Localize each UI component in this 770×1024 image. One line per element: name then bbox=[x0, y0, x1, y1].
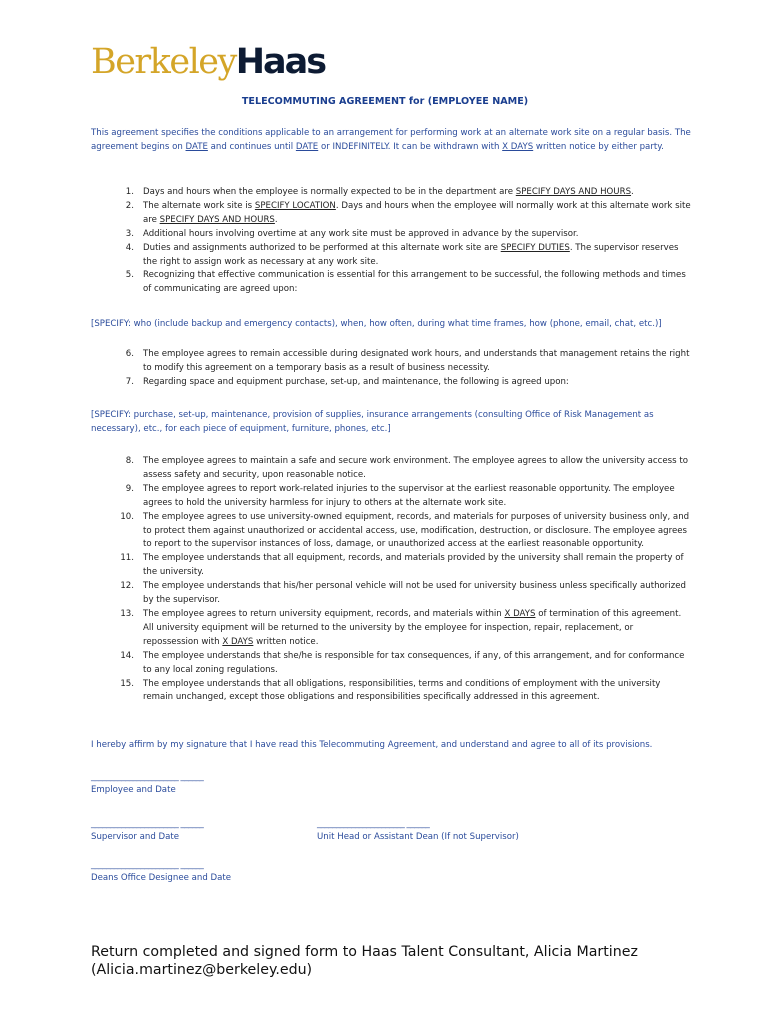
list-item: 6. The employee agrees to remain accessible during designated work hours, and understands that management retains the right to modify this agreement on a temporary basis as a result of business necessity. bbox=[125, 349, 690, 373]
employee-signature-label: Employee and Date bbox=[91, 785, 176, 795]
list-item: 11. The employee understands that all equipment, records, and materials provided by the university shall remain the property of the university. bbox=[120, 553, 684, 578]
list-item: 5. Recognizing that effective communication is essential for this arrangement to be successful, the following methods and times of communicating are agreed upon: bbox=[125, 270, 686, 295]
berkeley-haas-logo bbox=[91, 40, 325, 84]
document-title: TELECOMMUTING AGREEMENT for (EMPLOYEE NAME) bbox=[241, 96, 529, 107]
list-item: 12. The employee understands that his/her personal vehicle will not be used for university business unless specifically authorized by the supervisor. bbox=[120, 581, 686, 606]
unit-head-signature-line: _______________________ ______ bbox=[317, 819, 430, 829]
supervisor-signature-line: _______________________ ______ bbox=[91, 819, 204, 829]
specify-communication: [SPECIFY: who (include backup and emergency contacts), when, how often, during what time frames, how (phone, email, chat, etc.)] bbox=[91, 319, 662, 329]
end-date: DATE bbox=[295, 142, 319, 153]
list-item: 1. Days and hours when the employee is normally expected to be in the department are SPECIFY DAYS AND HOURS. bbox=[125, 187, 634, 197]
list-item: 9. The employee agrees to report work-related injuries to the supervisor at the earliest reasonable opportunity. The employee agrees to hold the university harmless for injury to others at the alternate work site. bbox=[125, 483, 675, 508]
employee-signature-line: _______________________ ______ bbox=[91, 772, 204, 782]
list-item: 7. Regarding space and equipment purchase, set-up, and maintenance, the following is agreed upon: bbox=[125, 376, 569, 387]
return-instructions: Return completed and signed form to Haas Talent Consultant, Alicia Martinez (Alicia.martinez@berkeley.edu) bbox=[91, 944, 638, 978]
list-item: 8. The employee agrees to maintain a safe and secure work environment. The employee agrees to allow the university access to assess safety and security, upon reasonable notice. bbox=[125, 456, 688, 480]
list-item: 4. Duties and assignments authorized to be performed at this alternate work site are SPECIFY DUTIES. The supervisor reserves the right to assign work as necessary at any work site. bbox=[125, 242, 679, 267]
list-item: 2. The alternate work site is SPECIFY LOCATION. Days and hours when the employee will normally work at this alternate work site are SPECIFY DAYS AND HOURS. bbox=[125, 200, 691, 225]
list-item: 3. Additional hours involving overtime at any work site must be approved in advance by the supervisor. bbox=[125, 228, 579, 239]
unit-head-signature-label: Unit Head or Assistant Dean (If not Supervisor) bbox=[317, 832, 519, 842]
affirmation-statement: I hereby affirm by my signature that I have read this Telecommuting Agreement, and understand and agree to all of its provisions. bbox=[91, 740, 653, 750]
logo-haas: Haas bbox=[235, 42, 326, 82]
intro-paragraph: This agreement specifies the conditions applicable to an arrangement for performing work at an alternate work site on a regular basis. The agreement begins on DATE and continues until DATE or INDEFINITELY. It can be withdrawn with X DAYS written notice by either party. bbox=[91, 128, 691, 153]
logo-berkeley: Berkeley bbox=[91, 42, 236, 82]
terms-list-2 bbox=[91, 348, 691, 390]
list-item: 10. The employee agrees to use university-owned equipment, records, and materials for purposes of university business only, and to protect them against unauthorized or accidental access, use, modification, destruction, or disclosure. The employee agrees to report to the supervisor instances of loss, damage, or unauthorized access at the earliest reasonable opportunity. bbox=[120, 511, 690, 550]
specify-equipment: [SPECIFY: purchase, set-up, maintenance, provision of supplies, insurance arrangements (consulting Office of Risk Management as necessary), etc., for each piece of equipment, furniture, phones, etc.] bbox=[91, 410, 654, 435]
supervisor-signature-label: Supervisor and Date bbox=[91, 832, 180, 842]
begin-date: DATE bbox=[185, 142, 208, 153]
deans-signature-line: _______________________ ______ bbox=[91, 860, 204, 870]
list-item: 15. The employee understands that all obligations, responsibilities, terms and conditions of employment with the university remain unchanged, except those obligations and responsibilities specifically addressed in this agreement. bbox=[120, 678, 661, 703]
list-item: 14. The employee understands that she/he is responsible for tax consequences, if any, of this arrangement, and for conformance to any local zoning regulations. bbox=[120, 650, 685, 675]
list-item: 13. The employee agrees to return university equipment, records, and materials within X DAYS of termination of this agreement. All university equipment will be returned to the university by the employee for inspection, repair, replacement, or repossession with X DAYS written notice. bbox=[120, 608, 682, 647]
deans-signature-label: Deans Office Designee and Date bbox=[91, 873, 232, 883]
terms-list-3 bbox=[91, 455, 691, 705]
terms-list-1 bbox=[91, 186, 691, 297]
notice-days: X DAYS bbox=[502, 142, 534, 153]
